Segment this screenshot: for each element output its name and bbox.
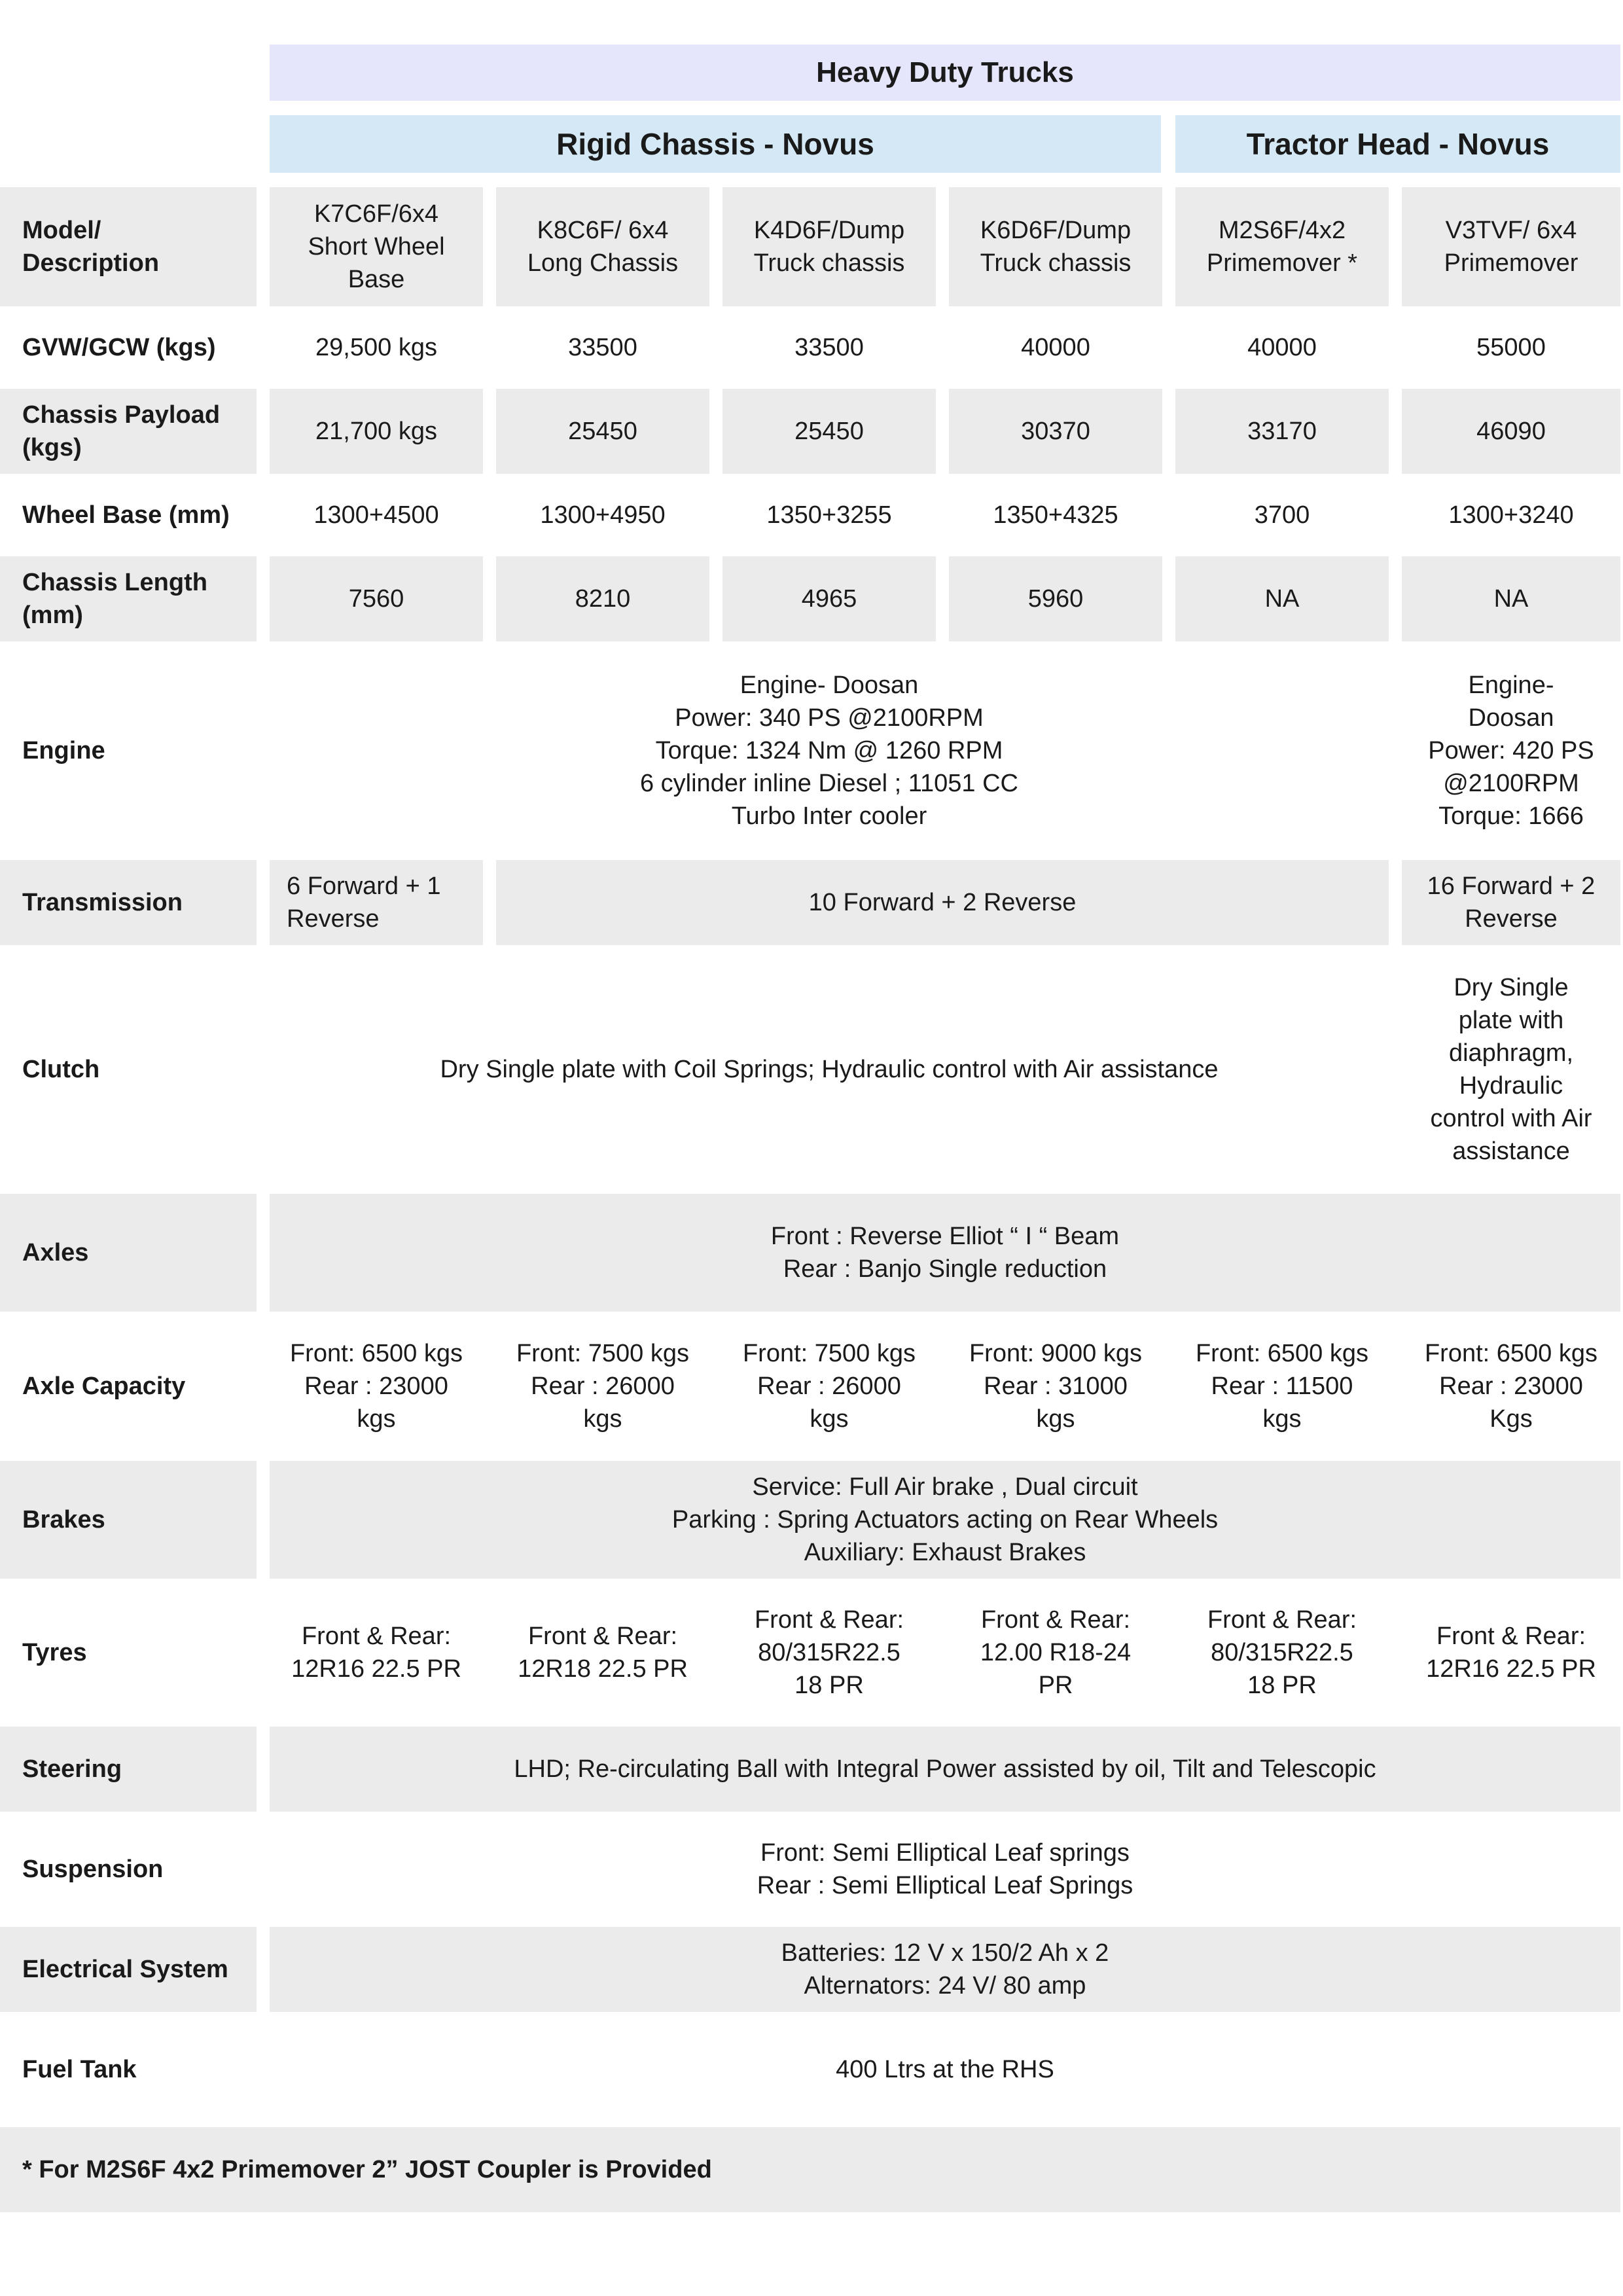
row-label-transmission: Transmission — [0, 860, 257, 945]
cell-tyres-k4d6f: Front & Rear: 80/315R22.5 18 PR — [754, 1606, 904, 1699]
cell-length-k4d6f: 4965 — [722, 556, 936, 641]
cell-wheelbase-k4d6f: 1350+3255 — [766, 501, 892, 529]
row-label-wheel-base: Wheel Base (mm) — [22, 501, 230, 529]
cell-length-k7c6f: 7560 — [270, 556, 483, 641]
cell-gvw-v3tvf: 55000 — [1476, 334, 1546, 361]
cell-clutch-main: Dry Single plate with Coil Springs; Hydraulic control with Air assistance — [440, 1056, 1219, 1083]
cell-transmission-v3tvf: 16 Forward + 2 Reverse — [1402, 860, 1620, 945]
cell-payload-v3tvf: 46090 — [1402, 389, 1620, 474]
cell-length-m2s6f: NA — [1175, 556, 1389, 641]
cell-tyres-k7c6f: Front & Rear: 12R16 22.5 PR — [291, 1623, 461, 1683]
cell-gvw-k4d6f: 33500 — [794, 334, 864, 361]
cell-length-k8c6f: 8210 — [496, 556, 709, 641]
row-label-axles: Axles — [0, 1194, 257, 1312]
cell-axlecap-k6d6f: Front: 9000 kgs Rear : 31000 kgs — [969, 1340, 1143, 1433]
cell-tyres-v3tvf: Front & Rear: 12R16 22.5 PR — [1426, 1623, 1596, 1683]
cell-tyres-m2s6f: Front & Rear: 80/315R22.5 18 PR — [1207, 1606, 1357, 1699]
cell-payload-k6d6f: 30370 — [949, 389, 1162, 474]
cell-gvw-k8c6f: 33500 — [568, 334, 637, 361]
cell-gvw-m2s6f: 40000 — [1247, 334, 1317, 361]
cell-gvw-k7c6f: 29,500 kgs — [315, 334, 437, 361]
cell-axlecap-k4d6f: Front: 7500 kgs Rear : 26000 kgs — [742, 1340, 916, 1433]
row-label-fuel-tank: Fuel Tank — [22, 2056, 137, 2083]
cell-wheelbase-k8c6f: 1300+4950 — [540, 501, 666, 529]
cell-transmission-main: 10 Forward + 2 Reverse — [496, 860, 1389, 945]
cell-wheelbase-v3tvf: 1300+3240 — [1448, 501, 1574, 529]
cell-axlecap-m2s6f: Front: 6500 kgs Rear : 11500 kgs — [1195, 1340, 1369, 1433]
cell-engine-main: Engine- Doosan Power: 340 PS @2100RPM Torque: 1324 Nm @ 1260 RPM 6 cylinder inline Diesel ; 11051 CC Turbo Inter cooler — [639, 672, 1019, 830]
row-label-electrical: Electrical System — [0, 1927, 257, 2012]
cell-axlecap-v3tvf: Front: 6500 kgs Rear : 23000 Kgs — [1424, 1340, 1598, 1433]
row-label-engine: Engine — [22, 737, 105, 764]
cell-axles: Front : Reverse Elliot “ I “ Beam Rear : Banjo Single reduction — [270, 1194, 1620, 1312]
cell-steering: LHD; Re-circulating Ball with Integral Power assisted by oil, Tilt and Telescopic — [270, 1727, 1620, 1812]
cell-wheelbase-m2s6f: 3700 — [1254, 501, 1310, 529]
cell-tyres-k6d6f: Front & Rear: 12.00 R18-24 PR — [980, 1606, 1132, 1699]
row-label-clutch: Clutch — [22, 1056, 100, 1083]
row-label-tyres: Tyres — [22, 1639, 87, 1666]
cell-electrical: Batteries: 12 V x 150/2 Ah x 2 Alternators: 24 V/ 80 amp — [270, 1927, 1620, 2012]
cell-payload-k4d6f: 25450 — [722, 389, 936, 474]
cell-clutch-v3tvf: Dry Single plate with diaphragm, Hydraulic control with Air assistance — [1430, 974, 1592, 1165]
cell-wheelbase-k7c6f: 1300+4500 — [313, 501, 439, 529]
row-label-axle-capacity: Axle Capacity — [22, 1372, 186, 1400]
cell-length-v3tvf: NA — [1402, 556, 1620, 641]
row-label-payload: Chassis Payload (kgs) — [0, 389, 257, 474]
cell-tyres-k8c6f: Front & Rear: 12R18 22.5 PR — [518, 1623, 688, 1683]
cell-wheelbase-k6d6f: 1350+4325 — [993, 501, 1118, 529]
table-title: Heavy Duty Trucks — [270, 45, 1620, 101]
cell-axlecap-k8c6f: Front: 7500 kgs Rear : 26000 kgs — [516, 1340, 690, 1433]
row-label-model: Model/ Description — [0, 187, 257, 306]
cell-fuel-tank: 400 Ltrs at the RHS — [836, 2056, 1054, 2083]
cell-suspension: Front: Semi Elliptical Leaf springs Rear : Semi Elliptical Leaf Springs — [757, 1839, 1133, 1899]
cell-model-v3tvf: V3TVF/ 6x4 Primemover — [1402, 187, 1620, 306]
row-label-gvw: GVW/GCW (kgs) — [22, 334, 216, 361]
cell-brakes: Service: Full Air brake , Dual circuit Parking : Spring Actuators acting on Rear Wheels Auxiliary: Exhaust Brakes — [270, 1461, 1620, 1579]
cell-length-k6d6f: 5960 — [949, 556, 1162, 641]
cell-model-k6d6f: K6D6F/Dump Truck chassis — [949, 187, 1162, 306]
cell-transmission-k7c6f: 6 Forward + 1 Reverse — [270, 860, 483, 945]
row-label-steering: Steering — [0, 1727, 257, 1812]
footnote: * For M2S6F 4x2 Primemover 2” JOST Coupler is Provided — [0, 2127, 1620, 2212]
cell-payload-k8c6f: 25450 — [496, 389, 709, 474]
cell-model-k4d6f: K4D6F/Dump Truck chassis — [722, 187, 936, 306]
group-header-tractor-head: Tractor Head - Novus — [1175, 115, 1620, 173]
cell-model-m2s6f: M2S6F/4x2 Primemover * — [1175, 187, 1389, 306]
cell-model-k8c6f: K8C6F/ 6x4 Long Chassis — [496, 187, 709, 306]
row-label-suspension: Suspension — [22, 1856, 164, 1883]
cell-payload-k7c6f: 21,700 kgs — [270, 389, 483, 474]
cell-engine-v3tvf: Engine- Doosan Power: 420 PS @2100RPM Torque: 1666 — [1428, 672, 1594, 830]
group-header-rigid-chassis: Rigid Chassis - Novus — [270, 115, 1161, 173]
cell-model-k7c6f: K7C6F/6x4 Short Wheel Base — [270, 187, 483, 306]
row-label-chassis-length: Chassis Length (mm) — [0, 556, 257, 641]
cell-payload-m2s6f: 33170 — [1175, 389, 1389, 474]
cell-axlecap-k7c6f: Front: 6500 kgs Rear : 23000 kgs — [289, 1340, 463, 1433]
cell-gvw-k6d6f: 40000 — [1021, 334, 1090, 361]
row-label-brakes: Brakes — [0, 1461, 257, 1579]
